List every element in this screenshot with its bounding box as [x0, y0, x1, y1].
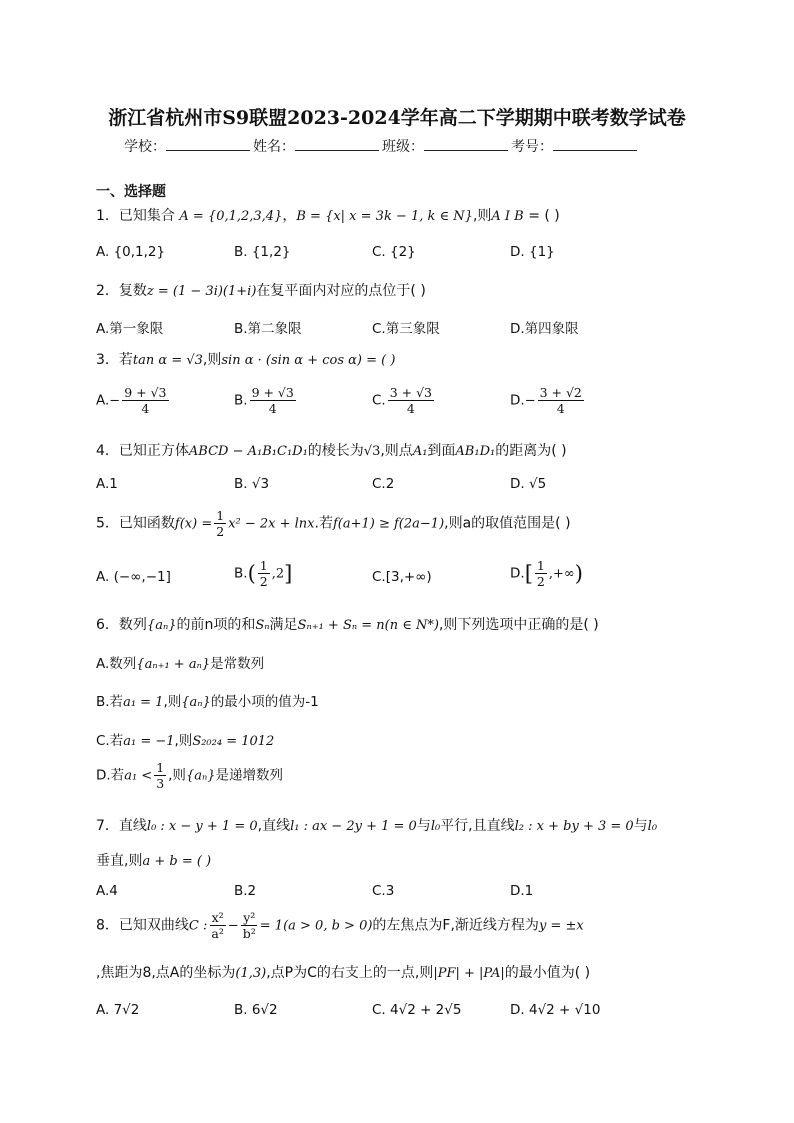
q6-d-seq: {aₙ}	[185, 768, 216, 784]
q4-plane: AB₁D₁	[455, 444, 496, 459]
q4-option-b[interactable]: B. √3	[234, 476, 270, 492]
q5-frac-num: 1	[216, 508, 225, 523]
q1-option-d[interactable]: D. {1}	[510, 244, 555, 260]
q7-option-a[interactable]: A.4	[96, 883, 118, 899]
q3-mid: ,则	[202, 352, 222, 368]
q7-text: 直线	[118, 818, 147, 834]
q7-option-d[interactable]: D.1	[510, 883, 534, 899]
q7-l2: l₂ : x + by + 3 = 0	[514, 819, 634, 834]
q8-text: 已知双曲线	[118, 917, 189, 934]
q8-minus: −	[227, 918, 239, 934]
question-2	[96, 280, 426, 300]
q4-text: 已知正方体	[118, 443, 189, 459]
q5-d-label: D.	[510, 565, 525, 582]
q6-b-post: 的最小项的值为-1	[210, 694, 319, 710]
q3-option-d[interactable]	[510, 385, 586, 416]
q5-b-rbracket: ]	[284, 561, 293, 586]
q3-c-den: 4	[406, 401, 415, 416]
q6-b-pre: B.若	[96, 694, 124, 710]
question-3	[96, 349, 395, 369]
q3-c-fraction	[388, 385, 434, 416]
q7-option-b[interactable]: B.2	[234, 883, 257, 899]
question-6	[96, 614, 599, 634]
q5-b-lparen: (	[247, 561, 256, 586]
q5-fraction	[214, 508, 226, 539]
q5-option-d[interactable]	[510, 558, 583, 589]
q5-number: 5．	[96, 515, 119, 532]
q5-d-num: 1	[536, 558, 545, 573]
q7-line2-pre: 垂直,则	[96, 853, 143, 869]
q3-a-label: A.	[96, 392, 110, 409]
q6-option-a[interactable]	[96, 652, 264, 672]
q4-mid1: 的棱长为	[307, 443, 364, 459]
q8-coord: (1,3)	[235, 966, 267, 981]
q6-mid1: 的前n项的和	[176, 617, 256, 633]
student-info-row	[124, 136, 640, 156]
q5-b-num: 1	[259, 558, 268, 573]
q5-cond: f(a+1) ≥ f(2a−1)	[332, 516, 445, 532]
q1-option-a[interactable]: A. {0,1,2}	[96, 244, 166, 260]
q7-l0: l₀ : x − y + 1 = 0	[146, 819, 258, 834]
q6-b-mid: ,则	[163, 694, 182, 710]
q5-rest: x² − 2x + lnx	[228, 516, 315, 532]
q8-option-c[interactable]: C. 4√2 + 2√5	[372, 1002, 462, 1018]
q5-b-label: B.	[234, 565, 248, 582]
q2-expr: z = (1 − 3i)(1+i)	[146, 284, 257, 299]
q8-option-b[interactable]: B. 6√2	[234, 1002, 278, 1018]
q3-b-den: 4	[268, 401, 277, 416]
q6-d-num: 1	[156, 760, 165, 775]
q4-option-a[interactable]: A.1	[96, 476, 118, 492]
q6-a-expr: {aₙ₊₁ + aₙ}	[136, 657, 211, 672]
class-field[interactable]	[424, 136, 508, 151]
q6-b-cond: a₁ = 1	[123, 695, 164, 710]
q5-d-den: 2	[536, 574, 545, 589]
q8-frac-x-den: a²	[211, 926, 224, 941]
q3-number: 3．	[96, 352, 119, 368]
q6-number: 6．	[96, 617, 119, 633]
q8-line2-b: ,点P为C的右支上的一点,则	[266, 965, 434, 981]
q4-point: A₁	[412, 444, 428, 459]
q5-d-lbracket: [	[524, 561, 533, 586]
q3-a-den: 4	[141, 401, 150, 416]
q5-text: 已知函数	[118, 515, 175, 532]
q1-text: 已知集合	[118, 208, 175, 224]
q3-cond: tan α = √3	[132, 353, 203, 368]
q5-d-rparen: )	[574, 561, 583, 586]
q5-b-tail: ,2	[271, 566, 285, 582]
q7-line2-expr: a + b = ( )	[142, 854, 212, 869]
q8-frac-y-den: b²	[242, 926, 256, 941]
q7-l1: l₁ : ax − 2y + 1 = 0	[290, 819, 417, 834]
q8-expr: |PF| + |PA|	[433, 966, 505, 981]
q7-number: 7．	[96, 818, 119, 834]
q4-post: 的距离为( )	[495, 443, 567, 459]
q3-a-sign: −	[109, 393, 121, 409]
q3-a-num: 9 + √3	[124, 385, 167, 400]
q5-option-b[interactable]	[234, 558, 292, 589]
q2-post: 在复平面内对应的点位于( )	[256, 283, 426, 299]
q6-c-pre: C.若	[96, 733, 124, 749]
q4-number: 4．	[96, 443, 119, 459]
q3-b-num: 9 + √3	[251, 385, 294, 400]
question-8-line2	[96, 962, 590, 982]
q6-option-c[interactable]	[96, 729, 274, 749]
q3-d-den: 4	[556, 401, 565, 416]
q8-frac-x-num: x²	[211, 910, 224, 925]
q5-post: ,则a的取值范围是( )	[444, 515, 571, 532]
q8-option-a[interactable]: A. 7√2	[96, 1002, 140, 1018]
q6-option-b[interactable]	[96, 690, 319, 710]
q7-l0c: l₀	[647, 819, 658, 834]
q6-d-cond: a₁ <	[124, 768, 153, 784]
q4-len: √3	[363, 444, 381, 459]
q2-option-b[interactable]: B.第二象限	[234, 321, 302, 337]
q3-option-a[interactable]	[96, 385, 171, 416]
q3-c-label: C.	[372, 392, 386, 409]
q5-mid: .若	[314, 515, 333, 532]
name-field[interactable]	[295, 136, 379, 151]
q5-d-tail: ,+∞	[548, 566, 575, 582]
q2-option-c[interactable]: C.第三象限	[372, 321, 440, 337]
q3-option-c[interactable]	[372, 385, 436, 416]
q1-post: ,则	[472, 208, 492, 224]
q8-option-d[interactable]: D. 4√2 + √10	[510, 1002, 601, 1018]
q3-d-sign: −	[524, 393, 536, 409]
q2-option-a[interactable]: A.第一象限	[96, 321, 164, 337]
q5-option-c[interactable]: C.[3,+∞)	[372, 569, 432, 585]
q8-frac-y-num: y²	[243, 910, 256, 925]
q5-option-a[interactable]: A. (−∞,−1]	[96, 569, 171, 585]
q3-d-num: 3 + √2	[539, 385, 582, 400]
q7-l0b: l₀	[430, 819, 441, 834]
q1-option-c[interactable]: C. {2}	[372, 244, 416, 260]
q6-d-fraction	[154, 760, 166, 791]
q6-seq: {aₙ}	[146, 618, 177, 633]
q1-option-b[interactable]: B. {1,2}	[234, 244, 291, 260]
q6-d-den: 3	[156, 776, 165, 791]
question-1	[96, 205, 560, 225]
q3-c-num: 3 + √3	[389, 385, 433, 400]
q6-c-cond: a₁ = −1	[123, 734, 175, 749]
q4-cube: ABCD − A₁B₁C₁D₁	[188, 444, 308, 459]
q6-d-pre: D.若	[96, 767, 125, 784]
q8-c: C :	[188, 918, 208, 934]
q8-asym: y = ±x	[538, 918, 584, 934]
q5-frac-den: 2	[216, 524, 225, 539]
q1-set-a: A = {0,1,2,3,4}	[179, 209, 283, 224]
exam-title: 浙江省杭州市S9联盟2023-2024学年高二下学期期中联考数学试卷	[108, 107, 686, 129]
q3-option-b[interactable]	[234, 385, 298, 416]
q4-option-d[interactable]: D. √5	[510, 476, 547, 492]
q5-fx: f(x) =	[174, 516, 213, 532]
q8-number: 8．	[96, 917, 119, 934]
q7-mid4: 与	[633, 818, 648, 834]
q7-mid1: ,直线	[257, 818, 291, 834]
q5-b-den: 2	[259, 574, 268, 589]
q2-option-d[interactable]: D.第四象限	[510, 321, 579, 337]
q5-d-fraction	[535, 558, 547, 589]
q8-line2-c: 的最小值为( )	[504, 965, 591, 981]
question-5	[96, 508, 571, 539]
q7-option-c[interactable]: C.3	[372, 883, 395, 899]
q2-number: 2．	[96, 283, 119, 299]
q3-b-fraction	[250, 385, 296, 416]
school-label: 学校：	[124, 139, 166, 155]
q7-mid2: 与	[416, 818, 431, 834]
class-label: 班级：	[382, 139, 424, 155]
school-field[interactable]	[166, 136, 250, 151]
q6-a-post: 是常数列	[210, 656, 265, 672]
q5-b-fraction	[258, 558, 270, 589]
q8-mid: 的左焦点为F,渐近线方程为	[372, 917, 539, 934]
q8-tail: = 1(a > 0, b > 0)	[259, 918, 373, 934]
q3-expr: sin α · (sin α + cos α) = ( )	[221, 353, 396, 368]
q2-text: 复数	[118, 283, 147, 299]
section-heading: 一、选择题	[96, 184, 166, 200]
q6-c-expr: S₂₀₂₄ = 1012	[192, 734, 275, 749]
q3-b-label: B.	[234, 392, 248, 409]
q3-a-fraction	[122, 385, 168, 416]
q6-option-d[interactable]	[96, 760, 283, 791]
q3-d-fraction	[538, 385, 584, 416]
q4-option-c[interactable]: C.2	[372, 476, 395, 492]
exam-number-field[interactable]	[553, 136, 637, 151]
exam-number-label: 考号：	[511, 139, 553, 155]
q6-text: 数列	[118, 617, 147, 633]
question-7	[96, 815, 657, 835]
q3-text: 若	[118, 352, 133, 368]
q1-expr: A I B	[491, 209, 524, 224]
q6-a-pre: A.数列	[96, 656, 137, 672]
question-7-line2	[96, 850, 211, 870]
q4-mid2: ,则点	[380, 443, 413, 459]
q8-frac-x	[209, 910, 225, 941]
q1-number: 1．	[96, 208, 119, 224]
q1-set-b: B = {x| x = 3k − 1, k ∈ N}	[296, 209, 473, 224]
q8-frac-y	[241, 910, 258, 941]
q6-mid2: 满足	[269, 617, 298, 633]
q1-comma: ，	[282, 208, 297, 224]
q6-c-mid: ,则	[174, 733, 193, 749]
q6-b-seq: {aₙ}	[181, 695, 211, 710]
q6-d-post: 是递增数列	[215, 767, 283, 784]
q6-rel: Sₙ₊₁ + Sₙ = n(n ∈ N*)	[297, 618, 439, 633]
question-4	[96, 440, 567, 460]
q6-sn: Sₙ	[255, 618, 270, 633]
question-8	[96, 910, 584, 941]
q1-end: = ( )	[528, 208, 560, 224]
name-label: 姓名：	[253, 139, 295, 155]
q6-post: ,则下列选项中正确的是( )	[438, 617, 599, 633]
q7-mid3: 平行,且直线	[440, 818, 515, 834]
q6-d-mid: ,则	[168, 767, 186, 784]
q8-line2-a: ,焦距为8,点A的坐标为	[96, 965, 236, 981]
q4-mid3: 到面	[427, 443, 456, 459]
q3-d-label: D.	[510, 392, 525, 409]
